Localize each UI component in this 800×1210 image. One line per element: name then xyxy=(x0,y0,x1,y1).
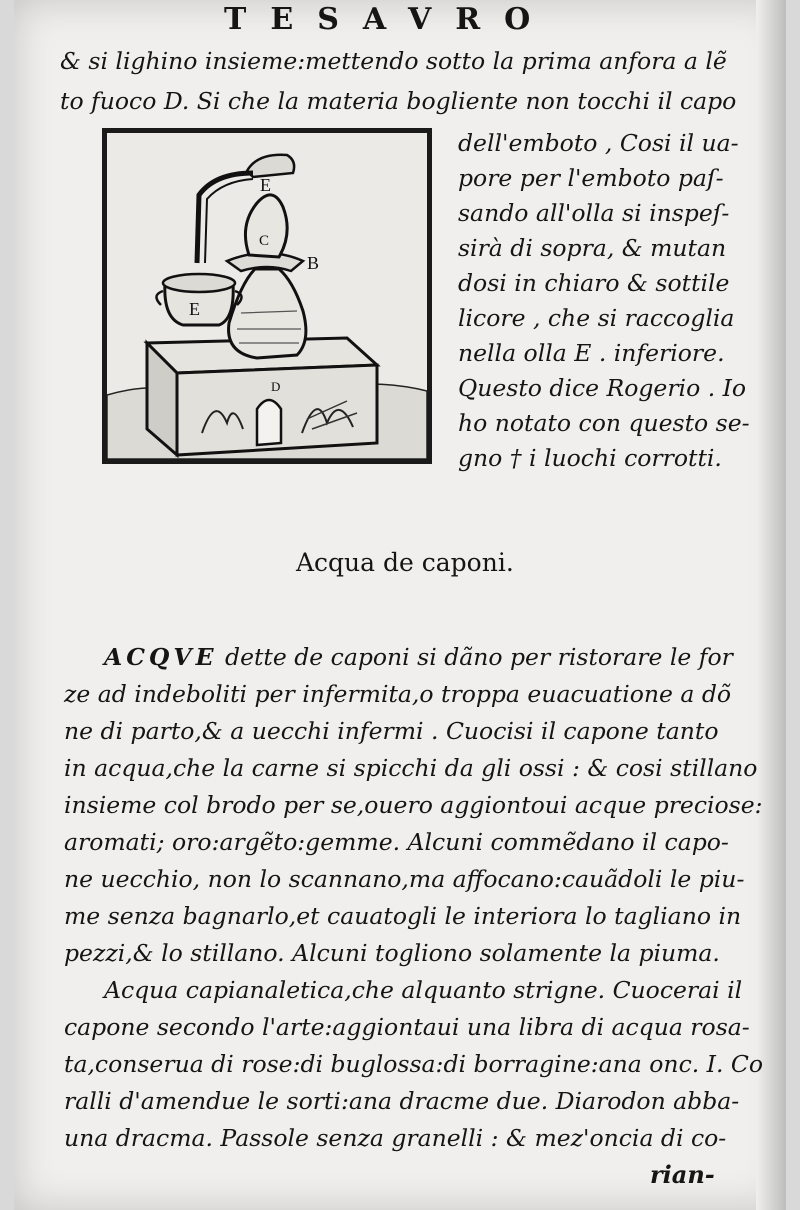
side-text-line: sando all'olla si inspeſ- xyxy=(458,199,730,227)
side-text-line: ho notato con questo se- xyxy=(458,409,750,437)
body-text-line: ralli d'amendue le sorti:ana dracme due. Diarodon abba- xyxy=(64,1087,740,1115)
text-line: & si lighino insieme:mettendo sotto la prima anfora a lẽ xyxy=(60,47,727,75)
figure-label-e-upper: E xyxy=(260,175,271,195)
figure-label-b: B xyxy=(307,253,320,273)
side-text-line: sirà di sopra, & mutan xyxy=(458,234,727,262)
text-line: to fuoco D. Si che la materia bogliente non tocchi il capo xyxy=(60,87,737,115)
body-text-line: me senza bagnarlo,et cauatogli le interiora lo tagliano in xyxy=(64,902,742,930)
side-text-line: dosi in chiaro & sottile xyxy=(458,269,730,297)
body-text-line: aromati; oro:argẽto:gemme. Alcuni commẽdano il capo- xyxy=(64,828,729,856)
book-page xyxy=(14,0,786,1210)
body-text-line: capone secondo l'arte:aggiontaui una libra di acqua rosa- xyxy=(64,1013,750,1041)
figure-label-d: D xyxy=(271,379,281,394)
side-text-line: licore , che si raccoglia xyxy=(458,304,735,332)
page-gutter-shadow xyxy=(756,0,786,1210)
body-text-line: ze ad indeboliti per infermita,o troppa euacuatione a dõ xyxy=(64,680,732,708)
body-text-line: insieme col brodo per se,ouero aggiontoui acque preciose: xyxy=(64,791,763,819)
body-text-line: ne di parto,& a uecchi infermi . Cuocisi il capone tanto xyxy=(64,717,719,745)
body-text-line: Acqua capianaletica,che alquanto strigne. Cuocerai il xyxy=(104,976,743,1004)
figure-label-c: C xyxy=(259,233,270,249)
body-text-line-first: ACQVE dette de caponi si dãno per ristorare le for xyxy=(104,643,733,671)
body-text-line: pezzi,& lo stillano. Alcuni togliono solamente la piuma. xyxy=(64,939,720,967)
distillation-woodcut xyxy=(102,128,432,464)
figure-label-e-lower: E xyxy=(189,299,200,319)
initial-word: ACQVE xyxy=(104,643,218,671)
section-heading: Acqua de caponi. xyxy=(296,548,514,577)
body-text-line: una dracma. Passole senza granelli : & mez'oncia di co- xyxy=(64,1124,727,1152)
side-text-line: nella olla E . inferiore. xyxy=(458,339,725,367)
body-text-line: ta,conserua di rose:di buglossa:di borragine:ana onc. I. Co xyxy=(64,1050,764,1078)
side-text-line: Questo dice Rogerio . Io xyxy=(458,374,747,402)
side-text-line: pore per l'emboto paſ- xyxy=(458,164,724,192)
side-text-line: gno † i luochi corrotti. xyxy=(458,444,722,472)
catchword: rian- xyxy=(650,1160,715,1189)
body-text-line: in acqua,che la carne si spicchi da gli ossi : & cosi stillano xyxy=(64,754,758,782)
body-text-line: ne uecchio, non lo scannano,ma affocano:cauãdoli le piu- xyxy=(64,865,745,893)
running-head: TESAVRO xyxy=(224,2,555,37)
side-text-line: dell'emboto , Cosi il ua- xyxy=(458,129,739,157)
